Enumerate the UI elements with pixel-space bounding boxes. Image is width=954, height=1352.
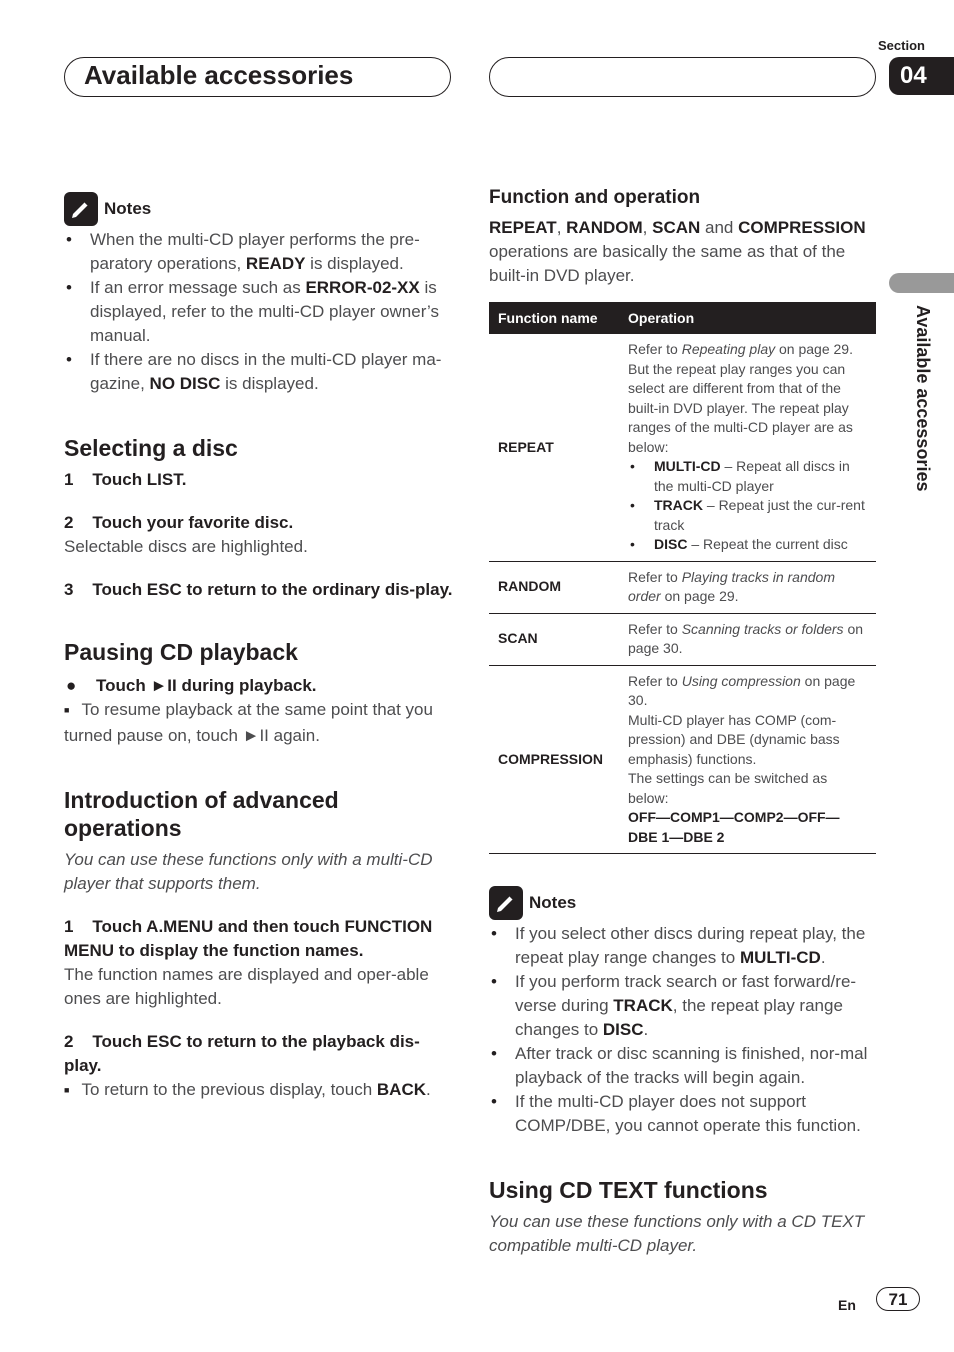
pausing-step: ● Touch ►II during playback. [64,674,454,698]
table-row: COMPRESSION Refer to Using compression on page 30. Multi-CD player has COMP (com-pression) and DBE (dynamic bass emphasis) functions. The settings can be switched as below: OFF—COMP1—COMP2—OFF—DBE 1—DBE 2 [489,665,876,854]
notes-heading [64,192,454,226]
footer-lang: En [838,1297,856,1313]
cdtext-title: Using CD TEXT functions [489,1177,768,1203]
intro-note: ■ To return to the previous display, touch BACK. [64,1078,454,1104]
selecting-step-1: 1 Touch LIST. [64,470,187,489]
list-item: • If the multi-CD player does not support COMP/DBE, you cannot operate this function. [489,1090,879,1138]
list-item: • If you perform track search or fast forward/re-verse during TRACK, the repeat play range changes to DISC. [489,970,879,1042]
pausing-title: Pausing CD playback [64,639,298,665]
selecting-title: Selecting a disc [64,435,238,461]
intro-title: Introduction of advanced operations [64,787,339,841]
notes-label: Notes [104,199,152,218]
table-header [489,302,876,334]
cdtext-italic: You can use these functions only with a CD TEXT compatible multi-CD player. [489,1212,865,1255]
bullet-dot-icon: ● [66,676,77,695]
intro-step-1-text: The function names are displayed and oper-able ones are highlighted. [64,965,429,1008]
list-item: • If there are no discs in the multi-CD player ma-gazine, NO DISC is displayed. [64,348,454,396]
list-item: • When the multi-CD player performs the pre-paratory operations, READY is displayed. [64,228,454,276]
selecting-step-3: 3 Touch ESC to return to the ordinary dis-play. [64,580,453,599]
left-column [64,192,454,1104]
pausing-note: ■ To resume playback at the same point that you turned pause on, touch ►II again. [64,698,454,748]
function-intro: REPEAT, RANDOM, SCAN and COMPRESSION operations are basically the same as that of the built-in DVD player. [489,218,866,285]
intro-step-1: 1 Touch A.MENU and then touch FUNCTION MENU to display the function names. [64,917,438,960]
notes-list-right [489,922,879,1138]
right-column [489,186,879,1258]
selecting-step-2-text: Selectable discs are highlighted. [64,537,308,556]
notes-label: Notes [529,893,577,912]
pencil-icon [489,886,523,920]
page-title: Available accessories [84,60,354,90]
selecting-step-2: 2 Touch your favorite disc. [64,513,294,532]
col-function-name: Function name [489,302,619,334]
list-item: • After track or disc scanning is finished, nor-mal playback of the tracks will begin again. [489,1042,879,1090]
intro-italic: You can use these functions only with a multi-CD player that supports them. [64,850,433,893]
intro-step-2: 2 Touch ESC to return to the playback dis-play. [64,1032,420,1075]
list-item: • If an error message such as ERROR-02-XX is displayed, refer to the multi-CD player owner’s manual. [64,276,454,348]
function-title: Function and operation [489,187,701,208]
section-label: Section [878,38,925,53]
section-number: 04 [889,57,954,95]
header-frame-right [489,57,876,97]
pencil-icon [64,192,98,226]
page-number: 71 [876,1287,920,1311]
col-operation: Operation [619,302,876,334]
table-row: SCAN Refer to Scanning tracks or folders on page 30. [489,613,876,665]
table-row: RANDOM Refer to Playing tracks in random order on page 29. [489,561,876,613]
list-item: • If you select other discs during repeat play, the repeat play range changes to MULTI-CD. [489,922,879,970]
side-label: Available accessories [913,305,933,492]
table-row: REPEAT Refer to Repeating play on page 29. But the repeat play ranges you can select are different from that of the built-in DVD player. The repeat play ranges of the multi-CD player are as below: • MULTI-CD – Repeat all discs in the multi-CD player • TRACK – Repeat just the cur-rent track • DISC – Repeat the current disc [489,334,876,561]
side-tab [889,273,954,293]
function-table [489,302,876,854]
notes-list [64,228,454,396]
notes-heading-right [489,886,879,920]
